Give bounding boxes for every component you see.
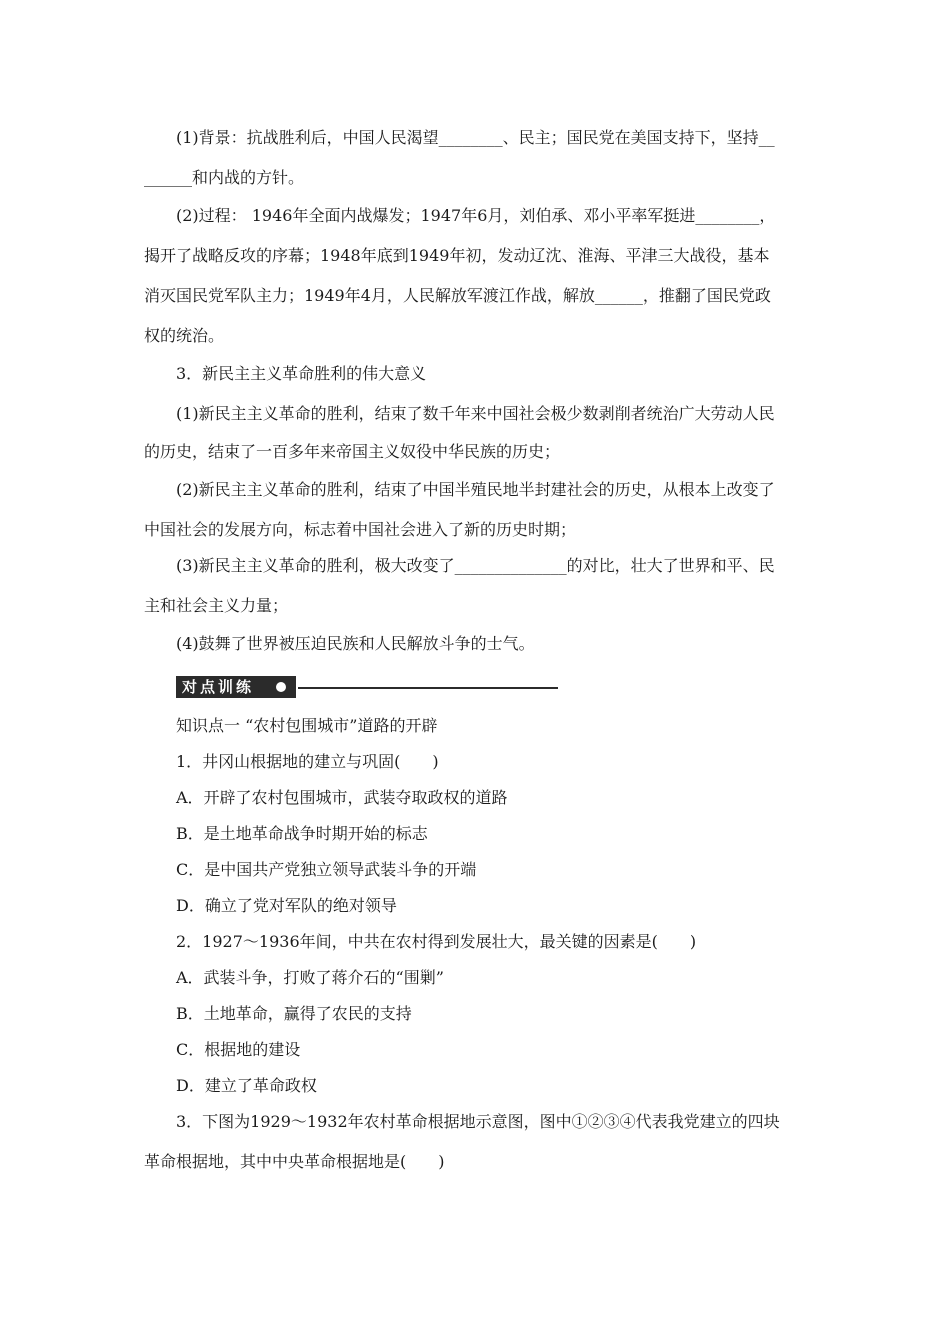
background-line-2: ______和内战的方针。 (144, 168, 305, 187)
question-2-option-c: C．根据地的建设 (176, 1040, 301, 1059)
question-3-stem-line-1: 3．下图为1929～1932年农村革命根据地示意图，图中①②③④代表我党建立的四块 (176, 1112, 780, 1131)
section-rule (298, 687, 558, 689)
process-line-1: (2)过程： 1946年全面内战爆发；1947年6月，刘伯承、邓小平率军挺进________， (176, 206, 776, 225)
question-1-option-d: D．确立了党对军队的绝对领导 (176, 896, 397, 915)
significance-heading: 3．新民主主义革命胜利的伟大意义 (176, 364, 427, 383)
question-1-option-b: B．是土地革命战争时期开始的标志 (176, 824, 428, 843)
significance-4-line: (4)鼓舞了世界被压迫民族和人民解放斗争的士气。 (176, 634, 535, 653)
process-line-2: 揭开了战略反攻的序幕；1948年底到1949年初，发动辽沈、淮海、平津三大战役，基本 (144, 246, 770, 265)
question-2-option-d: D．建立了革命政权 (176, 1076, 317, 1095)
question-1-option-c: C．是中国共产党独立领导武装斗争的开端 (176, 860, 477, 879)
section-heading-bar (176, 676, 558, 698)
section-tag-label: 对点训练 (182, 678, 255, 696)
question-2-option-b: B．土地革命，赢得了农民的支持 (176, 1004, 412, 1023)
significance-3-line-2: 主和社会主义力量； (144, 596, 289, 615)
bullet-dot-icon (276, 682, 286, 692)
question-2-stem: 2．1927～1936年间，中共在农村得到发展壮大，最关键的因素是( ) (176, 932, 697, 951)
process-line-3: 消灭国民党军队主力；1949年4月，人民解放军渡江作战，解放______，推翻了国民党政 (144, 286, 771, 305)
process-line-4: 权的统治。 (144, 326, 225, 345)
question-3-stem-line-2: 革命根据地，其中中央革命根据地是( ) (144, 1152, 445, 1171)
significance-1-line-1: (1)新民主主义革命的胜利，结束了数千年来中国社会极少数剥削者统治广大劳动人民 (176, 404, 775, 423)
significance-2-line-2: 中国社会的发展方向，标志着中国社会进入了新的历史时期； (144, 520, 577, 539)
significance-3-line-1: (3)新民主主义革命的胜利，极大改变了______________的对比，壮大了世界和平、民 (176, 556, 775, 575)
question-2-option-a: A．武装斗争，打败了蒋介石的“围剿” (176, 968, 444, 987)
significance-2-line-1: (2)新民主主义革命的胜利，结束了中国半殖民地半封建社会的历史，从根本上改变了 (176, 480, 775, 499)
knowledge-point-title: 知识点一 “农村包围城市”道路的开辟 (176, 716, 438, 735)
significance-1-line-2: 的历史，结束了一百多年来帝国主义奴役中华民族的历史； (144, 442, 561, 461)
question-1-stem: 1．井冈山根据地的建立与巩固( ) (176, 752, 439, 771)
background-line-1: (1)背景：抗战胜利后，中国人民渴望________、民主；国民党在美国支持下，坚持__ (176, 128, 775, 147)
question-1-option-a: A．开辟了农村包围城市，武装夺取政权的道路 (176, 788, 508, 807)
